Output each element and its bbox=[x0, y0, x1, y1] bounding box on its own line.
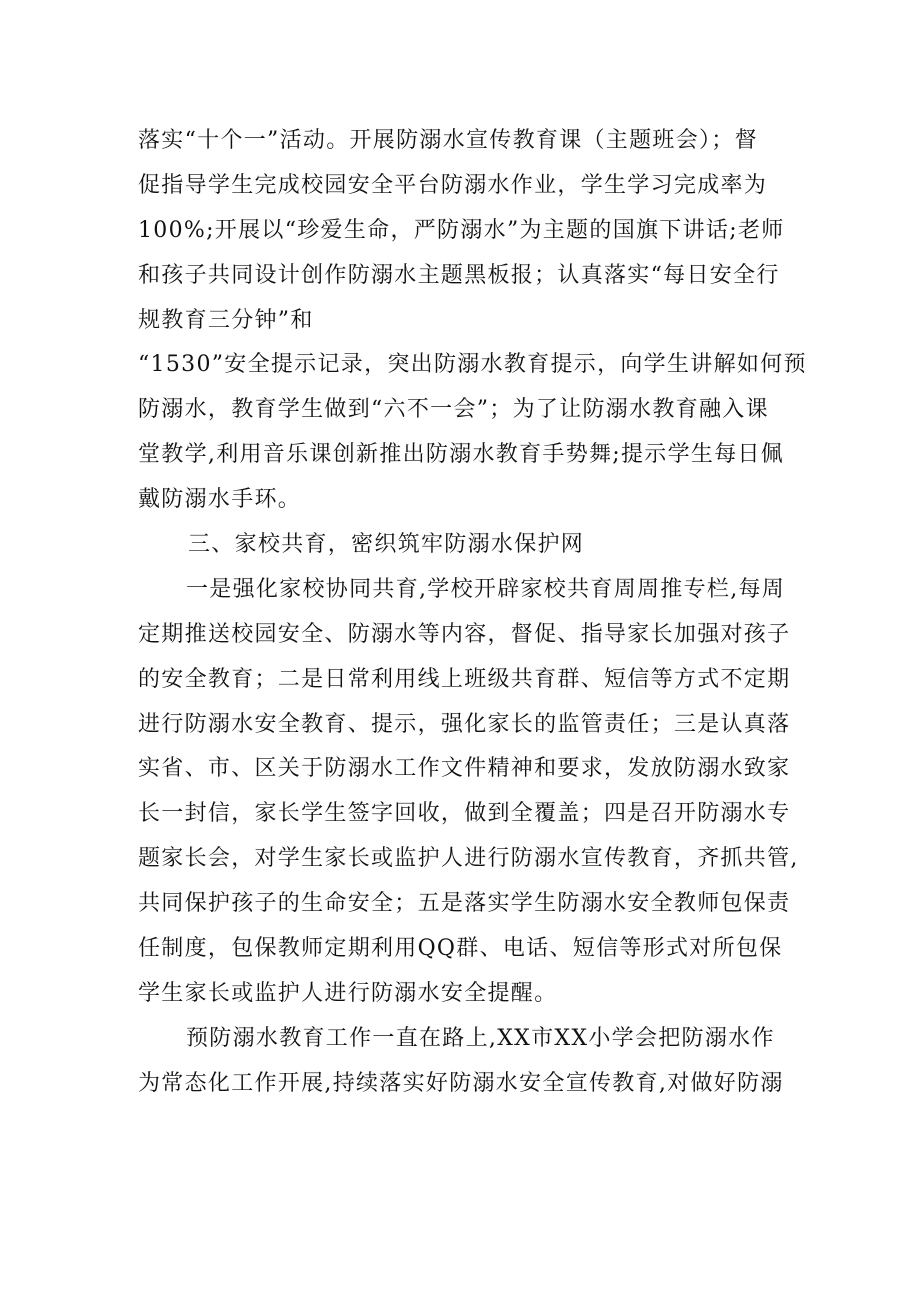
text-line: 进行防溺水安全教育、提示，强化家长的监管责任；三是认真落 bbox=[138, 711, 791, 737]
text-line: 堂教学,利用音乐课创新推出防溺水教育手势舞;提示学生每日佩 bbox=[138, 442, 785, 468]
text-line: 一是强化家校协同共育,学校开辟家校共育周周推专栏,每周 bbox=[186, 576, 786, 602]
text-line: 规教育三分钟”和 bbox=[138, 307, 314, 333]
text-line: 题家长会，对学生家长或监护人进行防溺水宣传教育，齐抓共管, bbox=[138, 846, 799, 872]
text-line: 100%;开展以“珍爱生命，严防溺水”为主题的国旗下讲话;老师 bbox=[138, 217, 785, 243]
text-line: 任制度，包保教师定期利用QQ群、电话、短信等形式对所包保 bbox=[138, 936, 783, 962]
text-line: 戴防溺水手环。 bbox=[138, 487, 302, 513]
text-line: 落实“十个一”活动。开展防溺水宣传教育课（主题班会）；督 bbox=[138, 128, 758, 153]
text-line: 学生家长或监护人进行防溺水安全提醒。 bbox=[138, 980, 558, 1006]
text-line: 和孩子共同设计创作防溺水主题黑板报；认真落实“每日安全行 bbox=[138, 262, 780, 288]
text-line: 长一封信，家长学生签字回收，做到全覆盖；四是召开防溺水专 bbox=[138, 801, 791, 827]
text-line: 定期推送校园安全、防溺水等内容，督促、指导家长加强对孩子 bbox=[138, 621, 791, 647]
paragraph-home-school bbox=[138, 568, 799, 1017]
section-heading: 三、家校共育，密织筑牢防溺水保护网 bbox=[188, 532, 585, 558]
paragraph-activities bbox=[138, 119, 807, 523]
paragraph-conclusion bbox=[138, 1017, 788, 1107]
text-line: 促指导学生完成校园安全平台防溺水作业，学生学习完成率为 bbox=[138, 172, 768, 198]
text-line: 为常态化工作开展,持续落实好防溺水安全宣传教育,对做好防溺 bbox=[138, 1070, 784, 1096]
text-line: 的安全教育；二是日常利用线上班级共育群、短信等方式不定期 bbox=[138, 666, 791, 692]
text-line: 实省、市、区关于防溺水工作文件精神和要求，发放防溺水致家 bbox=[138, 756, 791, 782]
text-line: 共同保护孩子的生命安全；五是落实学生防溺水安全教师包保责 bbox=[138, 891, 791, 917]
text-line: “1530”安全提示记录，突出防溺水教育提示，向学生讲解如何预 bbox=[138, 352, 807, 378]
document-page bbox=[138, 119, 807, 1107]
section-heading-home-school bbox=[138, 523, 788, 568]
text-line: 防溺水，教育学生做到“六不一会”；为了让防溺水教育融入课 bbox=[138, 397, 769, 423]
text-line: 预防溺水教育工作一直在路上,XX市XX小学会把防溺水作 bbox=[186, 1025, 775, 1051]
